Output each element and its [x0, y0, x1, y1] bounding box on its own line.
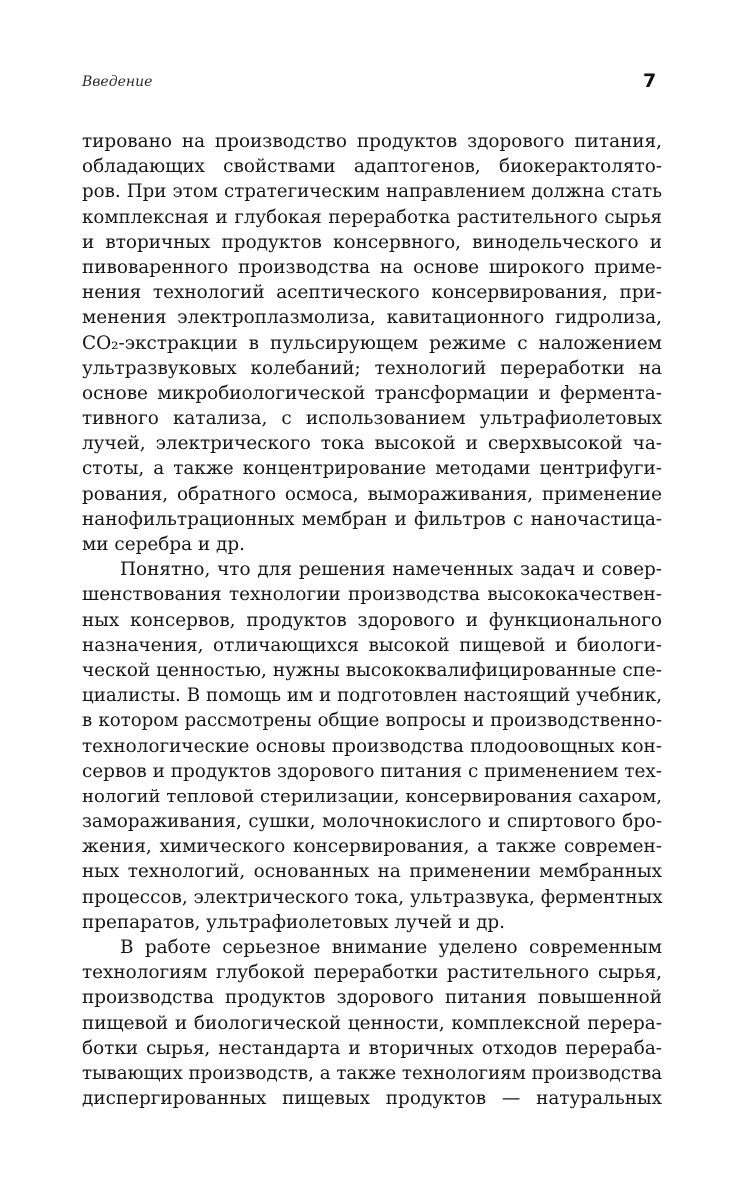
paragraph-1: [82, 129, 662, 557]
text-line: обладающих свойствами адаптогенов, биокерактолято-: [82, 156, 662, 178]
text-line: ми серебра и др.: [82, 534, 245, 555]
text-line: тывающих производств, а также технологиям производства: [82, 1062, 663, 1084]
text-line: ных консервов, продуктов здорового и функционального: [82, 609, 662, 631]
page-number: 7: [643, 70, 657, 92]
text-line: жения, химического консервирования, а также современ-: [82, 836, 662, 858]
text-line: и вторичных продуктов консервного, винодельческого и: [82, 231, 662, 253]
text-line: нологий тепловой стерилизации, консервирования сахаром,: [82, 785, 662, 807]
text-line: производства продуктов здорового питания повышенной: [82, 987, 662, 1009]
text-line: пивоваренного производства на основе широкого приме-: [82, 256, 662, 278]
text-line: шенствования технологии производства высококачествен-: [82, 584, 662, 606]
text-line: лучей, электрического тока высокой и сверхвысокой ча-: [82, 433, 662, 455]
text-line: назначения, отличающихся высокой пищевой и биологи-: [82, 634, 662, 656]
paragraph-3: [82, 935, 662, 1111]
text-line: стоты, а также концентрирование методами центрифуги-: [82, 458, 662, 480]
text-line: циалисты. В помощь им и подготовлен настоящий учебник,: [82, 685, 662, 707]
text-line: препаратов, ультрафиолетовых лучей и др.: [82, 911, 506, 933]
text-line: рования, обратного осмоса, вымораживания, применение: [82, 483, 662, 505]
text-line: сервов и продуктов здорового питания с применением тех-: [82, 760, 662, 782]
text-line: тивного катализа, с использованием ультрафиолетовых: [82, 408, 662, 430]
text-line: процессов, электрического тока, ультразвука, ферментных: [82, 886, 663, 908]
text-line: нения технологий асептического консервирования, при-: [82, 282, 662, 304]
text-line: CO₂-экстракции в пульсирующем режиме с наложением: [82, 332, 662, 354]
text-line: комплексная и глубокая переработка растительного сырья: [82, 206, 662, 228]
text-line: менения электроплазмолиза, кавитационного гидролиза,: [82, 307, 662, 329]
text-line: ботки сырья, нестандарта и вторичных отходов перераба-: [82, 1037, 662, 1059]
text-line: в котором рассмотрены общие вопросы и производственно-: [82, 710, 662, 732]
text-line: технологические основы производства плодоовощных кон-: [82, 735, 662, 757]
paragraph-2: [82, 557, 662, 935]
text-line: замораживания, сушки, молочнокислого и спиртового бро-: [82, 811, 662, 833]
text-line: тировано на производство продуктов здорового питания,: [82, 131, 662, 152]
text-line: пищевой и биологической ценности, комплексной перера-: [82, 1012, 662, 1034]
running-head-section-title: Введение: [82, 74, 153, 90]
text-line: диспергированных пищевых продуктов — натуральных: [82, 1088, 662, 1110]
text-line: нанофильтрационных мембран и фильтров с наночастица-: [82, 508, 662, 530]
text-line: ультразвуковых колебаний; технологий переработки на: [82, 357, 662, 379]
text-line: ных технологий, основанных на применении мембранных: [82, 861, 662, 883]
text-line: ческой ценностью, нужны высококвалифицированные спе-: [82, 659, 662, 681]
text-line: основе микробиологической трансформации и фермента-: [82, 382, 662, 404]
text-line: технологиям глубокой переработки растительного сырья,: [82, 962, 662, 984]
text-line: Понятно, что для решения намеченных задач и совер-: [120, 559, 662, 581]
text-line: ров. При этом стратегическим направлением должна стать: [82, 181, 662, 203]
body-text: [82, 129, 662, 1111]
text-line: В работе серьезное внимание уделено современным: [120, 937, 662, 958]
